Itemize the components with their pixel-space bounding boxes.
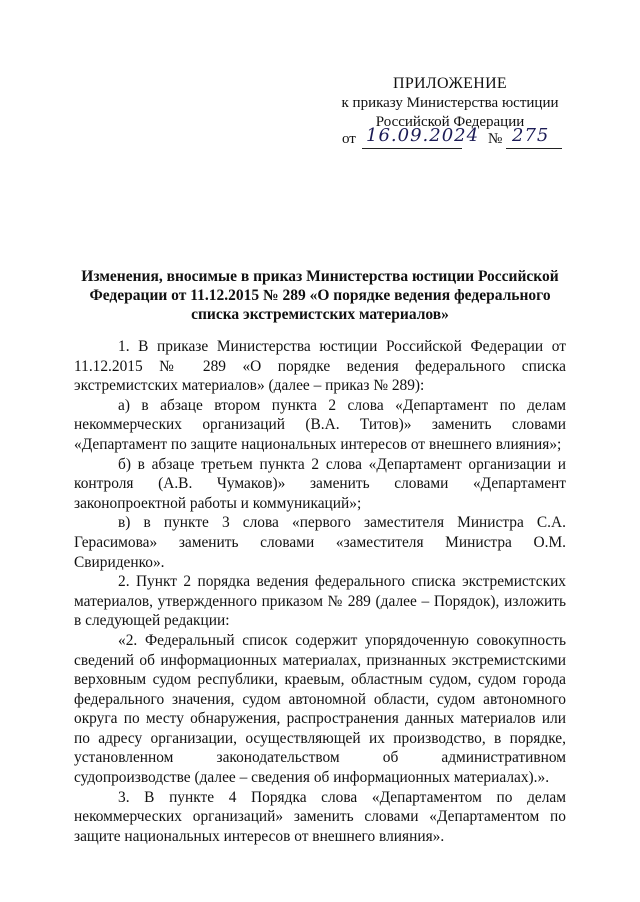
- paragraph-1c: в) в пункте 3 слова «первого заместителя Министра С.А. Герасимова» заменить словами «заместителя Министра О.М. Свириденко».: [74, 514, 566, 571]
- number-label: №: [488, 131, 503, 147]
- title-line-2: Федерации от 11.12.2015 № 289 «О порядке ведения федерального: [89, 287, 551, 304]
- appendix-heading: ПРИЛОЖЕНИЕ: [392, 75, 507, 92]
- handwritten-date: 16.09.2024: [366, 125, 480, 146]
- paragraph-1: 1. В приказе Министерства юстиции Российской Федерации от 11.12.2015 № 289 «О порядке ведения федерального списка экстремистских материалов» (далее – приказ № 289):: [74, 338, 566, 395]
- paragraph-1b: б) в абзаце третьем пункта 2 слова «Департамент организации и контроля (А.В. Чумаков)» заменить словами «Департамент законопроектной работы и коммуникаций»;: [74, 455, 566, 512]
- paragraph-2-quote: «2. Федеральный список содержит упорядоченную совокупность сведений об информационных материалах, признанных экстремистскими верховным судом республики, краевым, областным судом, судом города федерального значения, судом автономной области, судом автономного округа по месту обнаружения, распространения данных материалов или по адресу организации, осуществляющей их производство, в порядке, установленном законодательством об административном судопроизводстве (далее – сведения об информационных материалах).».: [74, 631, 566, 787]
- paragraph-3: 3. В пункте 4 Порядка слова «Департаментом по делам некоммерческих организаций» заменить словами «Департаментом по защите национальных интересов от внешнего влияния».: [74, 788, 566, 845]
- title-line-1: Изменения, вносимые в приказ Министерства юстиции Российской: [81, 268, 559, 285]
- paragraph-1a: а) в абзаце втором пункта 2 слова «Департамент по делам некоммерческих организаций (В.А. Титов)» заменить словами «Департамент по защите национальных интересов от внешнего влияния»;: [74, 396, 566, 453]
- appendix-header: [330, 74, 570, 132]
- document-body: [74, 337, 566, 846]
- handwritten-number: 275: [512, 125, 550, 146]
- document-title: [70, 267, 570, 324]
- title-line-3: списка экстремистских материалов»: [191, 306, 449, 323]
- date-underline: [362, 148, 462, 149]
- paragraph-2: 2. Пункт 2 порядка ведения федерального списка экстремистских материалов, утвержденного приказом № 289 (далее – Порядок), изложить в следующей редакции:: [74, 573, 566, 630]
- number-underline: [506, 148, 562, 149]
- from-label: от: [342, 131, 356, 147]
- appendix-line-federation: Российской Федерации: [375, 114, 525, 130]
- appendix-date-number: [342, 125, 582, 153]
- appendix-line-order: к приказу Министерства юстиции: [341, 95, 559, 111]
